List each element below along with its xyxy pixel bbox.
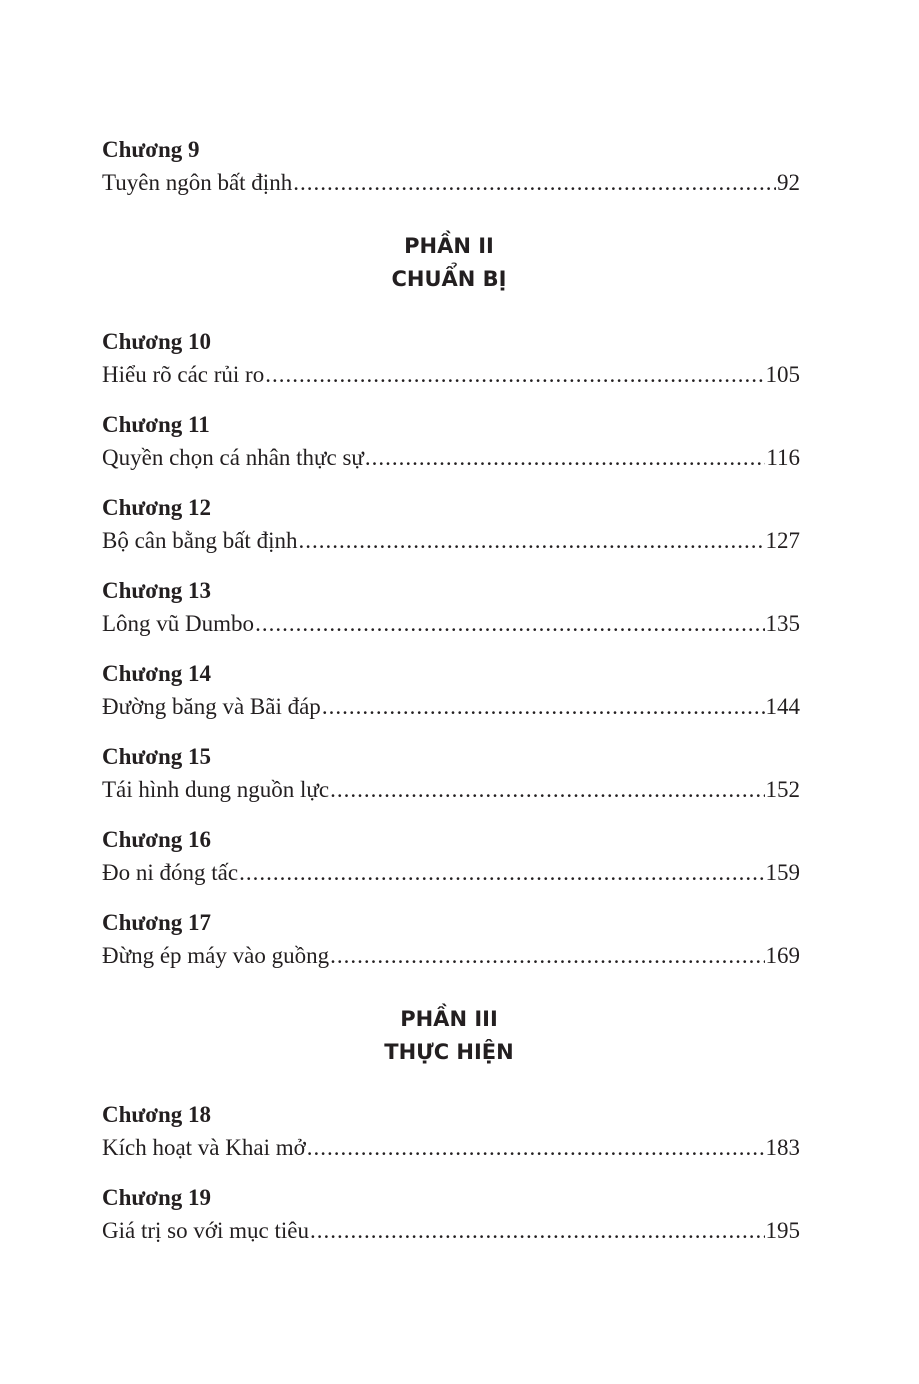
toc-entry xyxy=(102,658,800,724)
chapter-label: Chương 10 xyxy=(102,329,211,354)
toc-line xyxy=(102,166,800,200)
toc-line xyxy=(102,690,800,724)
page-number: 159 xyxy=(765,860,800,885)
toc-entry xyxy=(102,409,800,475)
chapter-title: Bộ cân bằng bất định xyxy=(102,528,298,553)
page-number: 135 xyxy=(765,611,800,636)
page-number: 116 xyxy=(766,445,800,470)
toc-entry xyxy=(102,824,800,890)
chapter-label: Chương 11 xyxy=(102,412,210,437)
dot-leader xyxy=(255,607,764,641)
chapter-title: Đừng ép máy vào guồng xyxy=(102,943,330,968)
part-heading xyxy=(98,1003,800,1069)
toc-entry xyxy=(102,1182,800,1248)
chapter-label: Chương 12 xyxy=(102,495,211,520)
chapter-label: Chương 17 xyxy=(102,910,211,935)
toc-line xyxy=(102,358,800,392)
page-number: 127 xyxy=(765,528,800,553)
chapter-title: Kích hoạt và Khai mở xyxy=(102,1135,306,1160)
chapter-title: Lông vũ Dumbo xyxy=(102,611,255,636)
toc-entry xyxy=(102,492,800,558)
dot-leader xyxy=(239,856,764,890)
chapter-label: Chương 13 xyxy=(102,578,211,603)
toc-line xyxy=(102,1131,800,1165)
chapter-label: Chương 19 xyxy=(102,1185,211,1210)
page-number: 152 xyxy=(765,777,800,802)
part-title: CHUẨN BỊ xyxy=(391,267,507,291)
toc-entry xyxy=(102,326,800,392)
toc-line xyxy=(102,856,800,890)
toc-entry xyxy=(102,134,800,200)
part-label: PHẦN III xyxy=(400,1007,498,1031)
chapter-title: Giá trị so với mục tiêu xyxy=(102,1218,309,1243)
chapter-label: Chương 14 xyxy=(102,661,211,686)
toc-line xyxy=(102,441,800,475)
dot-leader xyxy=(265,358,764,392)
dot-leader xyxy=(365,441,765,475)
toc-entry xyxy=(102,741,800,807)
chapter-title: Hiểu rõ các rủi ro xyxy=(102,362,265,387)
part-title: THỰC HIỆN xyxy=(384,1040,514,1064)
toc-entry xyxy=(102,1099,800,1165)
chapter-title: Tái hình dung nguồn lực xyxy=(102,777,330,802)
part-heading xyxy=(98,230,800,296)
toc-line xyxy=(102,939,800,973)
chapter-title: Tuyên ngôn bất định xyxy=(102,170,293,195)
toc-line xyxy=(102,607,800,641)
page-number: 169 xyxy=(765,943,800,968)
page-number: 105 xyxy=(765,362,800,387)
dot-leader xyxy=(310,1214,765,1248)
toc-entry xyxy=(102,575,800,641)
dot-leader xyxy=(330,939,764,973)
toc-line xyxy=(102,773,800,807)
chapter-label: Chương 16 xyxy=(102,827,211,852)
dot-leader xyxy=(307,1131,765,1165)
toc-list xyxy=(102,134,800,1265)
toc-entry xyxy=(102,907,800,973)
page-number: 183 xyxy=(765,1135,800,1160)
dot-leader xyxy=(322,690,765,724)
chapter-title: Đường băng và Bãi đáp xyxy=(102,694,321,719)
page-number: 144 xyxy=(765,694,800,719)
dot-leader xyxy=(330,773,764,807)
toc-line xyxy=(102,1214,800,1248)
chapter-title: Quyền chọn cá nhân thực sự xyxy=(102,445,364,470)
part-label: PHẦN II xyxy=(404,234,494,258)
page-number: 92 xyxy=(777,170,800,195)
page-number: 195 xyxy=(765,1218,800,1243)
chapter-label: Chương 18 xyxy=(102,1102,211,1127)
chapter-label: Chương 15 xyxy=(102,744,211,769)
chapter-label: Chương 9 xyxy=(102,137,200,162)
chapter-title: Đo ni đóng tấc xyxy=(102,860,239,885)
toc-line xyxy=(102,524,800,558)
dot-leader xyxy=(298,524,764,558)
dot-leader xyxy=(293,166,776,200)
